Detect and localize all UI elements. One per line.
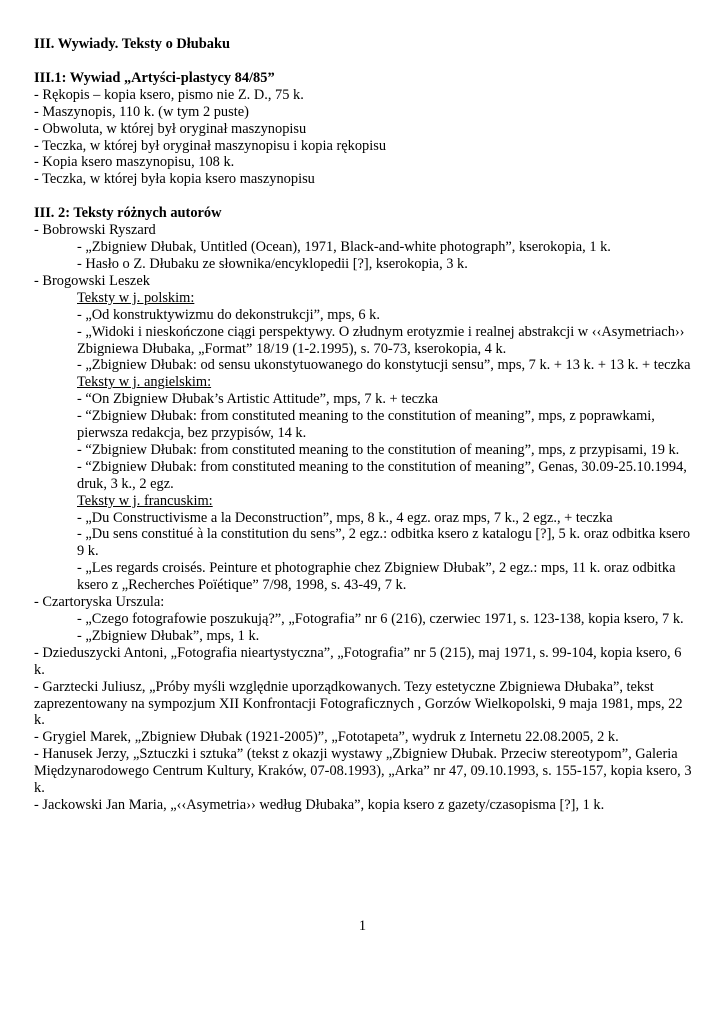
author-brogowski: - Brogowski Leszek	[34, 272, 150, 289]
list-item: - „Czego fotografowie poszukują?”, „Fotografia” nr 6 (216), czerwiec 1971, s. 123-138, kopia ksero, 7 k.	[77, 611, 684, 627]
spacer	[34, 188, 694, 205]
list-item: - Hanusek Jerzy, „Sztuczki i sztuka” (tekst z okazji wystawy „Zbigniew Dłubak. Przeciw stereotypom”, Galeria Międzynarodowego Centrum Kultury, Kraków, 07-08.1993), „Arka” nr 47, 09.10.1993, s. 155-157, kopia ksero, 3 k.	[34, 746, 692, 797]
subsection-title-2: III. 2: Teksty różnych autorów	[34, 205, 222, 222]
list-item: - Garztecki Juliusz, „Próby myśli względnie uporządkowanych. Tezy estetyczne Zbigniewa Dłubaka”, tekst zaprezentowany na sympozjum XII Konfrontacji Fotograficznych , Gorzów Wielkopolski, 9 maja 1981, mps, 22 k.	[34, 678, 683, 729]
list-item: - „Zbigniew Dłubak”, mps, 1 k.	[77, 627, 260, 644]
list-item: - Teczka, w której był oryginał maszynopisu i kopia rękopisu	[34, 137, 387, 154]
author-czartoryska: - Czartoryska Urszula:	[34, 594, 165, 611]
author-bobrowski: - Bobrowski Ryszard	[34, 222, 156, 239]
list-item: - „Du Constructivisme a la Deconstruction”, mps, 8 k., 4 egz. oraz mps, 7 k., 2 egz., + teczka	[77, 509, 613, 526]
subsection-title-1: III.1: Wywiad „Artyści-plastycy 84/85”	[34, 69, 275, 86]
list-item: - “Zbigniew Dłubak: from constituted meaning to the constitution of meaning”, Genas, 30.09-25.10.1994, druk, 3 k., 2 egz.	[77, 458, 687, 492]
group-label-french: Teksty w j. francuskim:	[77, 492, 213, 509]
list-item: - Maszynopis, 110 k. (w tym 2 puste)	[34, 103, 249, 120]
spacer	[34, 53, 694, 70]
list-item: - „Zbigniew Dłubak: od sensu ukonstytuowanego do konstytucji sensu”, mps, 7 k. + 13 k. + 13 k. + teczka	[77, 357, 691, 374]
page-number: 1	[358, 918, 367, 934]
group-label-english: Teksty w j. angielskim:	[77, 374, 212, 391]
list-item: - „Les regards croisés. Peinture et photographie chez Zbigniew Dłubak”, 2 egz.: mps, 11 k. oraz odbitka ksero z „Recherches Poïétique” 7/98, 1998, s. 43-49, 7 k.	[77, 560, 676, 594]
list-item: - Rękopis – kopia ksero, pismo nie Z. D., 75 k.	[34, 86, 304, 103]
group-label-polish: Teksty w j. polskim:	[77, 289, 195, 306]
list-item: - „Zbigniew Dłubak, Untitled (Ocean), 1971, Black-and-white photograph”, kserokopia, 1 k.	[77, 239, 611, 256]
list-item: - „Du sens constitué à la constitution du sens”, 2 egz.: odbitka ksero z katalogu [?], 5 k. oraz odbitka ksero 9 k.	[77, 526, 691, 560]
list-item: - Jackowski Jan Maria, „‹‹Asymetria›› według Dłubaka”, kopia ksero z gazety/czasopisma [?], 1 k.	[34, 796, 605, 813]
list-item: - Kopia ksero maszynopisu, 108 k.	[34, 154, 235, 171]
list-item: - “Zbigniew Dłubak: from constituted meaning to the constitution of meaning”, mps, z przypisami, 19 k.	[77, 441, 680, 458]
list-item: - “Zbigniew Dłubak: from constituted meaning to the constitution of meaning”, mps, z poprawkami, pierwsza redakcja, bez przypisów, 14 k.	[77, 408, 655, 442]
list-item: - Hasło o Z. Dłubaku ze słownika/encyklopedii [?], kserokopia, 3 k.	[77, 255, 468, 272]
list-item: - Dzieduszycki Antoni, „Fotografia nieartystyczna”, „Fotografia” nr 5 (215), maj 1971, s. 99-104, kopia ksero, 6 k.	[34, 644, 682, 678]
section-title: III. Wywiady. Teksty o Dłubaku	[34, 36, 230, 52]
document-page	[34, 36, 694, 814]
list-item: - Obwoluta, w której był oryginał maszynopisu	[34, 120, 307, 137]
list-item: - Teczka, w której była kopia ksero maszynopisu	[34, 171, 315, 188]
list-item: - Grygiel Marek, „Zbigniew Dłubak (1921-2005)”, „Fototapeta”, wydruk z Internetu 22.08.2005, 2 k.	[34, 729, 619, 746]
list-item: - “On Zbigniew Dłubak’s Artistic Attitude”, mps, 7 k. + teczka	[77, 391, 439, 408]
list-item: - „Od konstruktywizmu do dekonstrukcji”, mps, 6 k.	[77, 306, 380, 323]
list-item: - „Widoki i nieskończone ciągi perspektywy. O złudnym erotyzmie i realnej abstrakcji w ‹‹Asymetriach›› Zbigniewa Dłubaka, „Format” 18/19 (1-2.1995), s. 70-73, kserokopia, 4 k.	[77, 323, 685, 357]
